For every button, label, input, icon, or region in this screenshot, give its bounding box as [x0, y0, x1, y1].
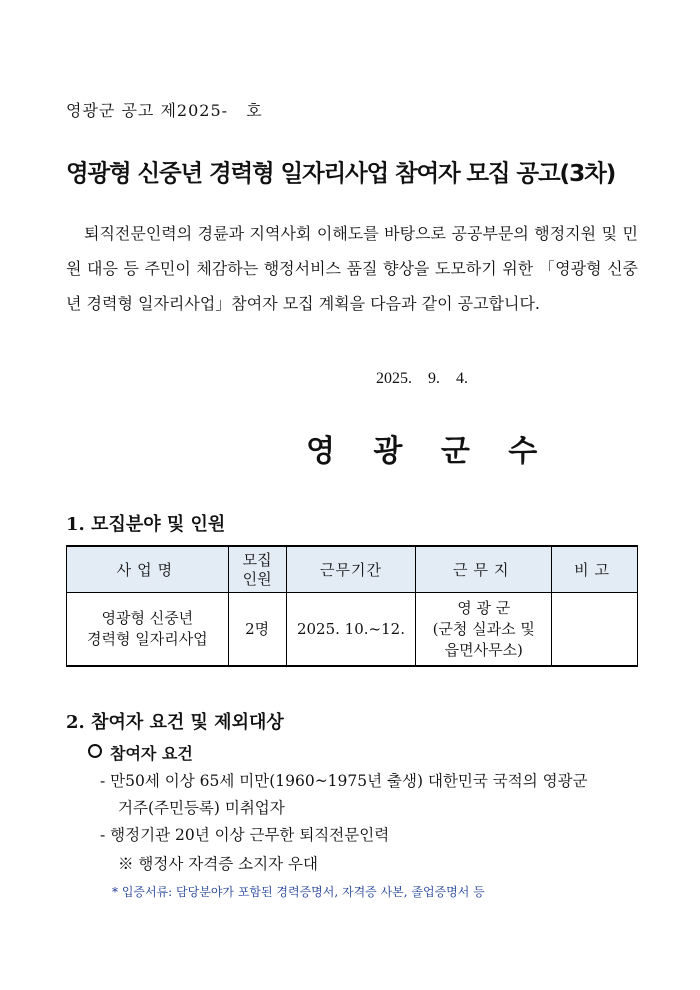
table-header-row [67, 546, 638, 593]
requirements-subheading [88, 741, 193, 764]
recruitment-table [66, 545, 638, 667]
section1-heading: 1. 모집분야 및 인원 [66, 514, 226, 535]
header-period: 근무기간 [286, 546, 416, 593]
circle-bullet-icon [88, 744, 102, 758]
evidence-documents-note: * 입증서류: 담당분야가 포함된 경력증명서, 자격증 사본, 졸업증명서 등 [112, 885, 485, 899]
cell-count: 2명 [228, 593, 286, 667]
table-row [67, 593, 638, 667]
intro-paragraph: 퇴직전문인력의 경륜과 지역사회 이해도를 바탕으로 공공부문의 행정지원 및 민원 대응 등 주민이 체감하는 행정서비스 품질 향상을 도모하기 위한 「영광형 신중년 경력형 일자리사업」참여자 모집 계획을 다음과 같이 공고합니다. [66, 224, 638, 313]
header-count-line2: 인원 [242, 569, 272, 588]
section2-heading: 2. 참여자 요건 및 제외대상 [66, 712, 284, 733]
cell-project-line2: 경력형 일자리사업 [86, 630, 208, 648]
preference-note: ※ 행정사 자격증 소지자 우대 [118, 855, 318, 873]
cell-project-line1: 영광형 신중년 [101, 609, 194, 627]
cell-location-line1: 영 광 군 [457, 598, 511, 617]
requirements-subheading-text: 참여자 요건 [110, 744, 193, 763]
requirement-age-residence-cont: 거주(주민등록) 미취업자 [118, 799, 285, 817]
announcement-date: 2025. 9. 4. [376, 370, 468, 387]
cell-location-line3: 읍면사무소) [444, 640, 523, 659]
header-count-line1: 모집 [242, 550, 272, 569]
header-remarks: 비고 [552, 546, 638, 593]
requirement-age-residence: - 만50세 이상 65세 미만(1960~1975년 출생) 대한민국 국적의 영광군 [100, 772, 588, 790]
cell-period: 2025. 10.~12. [286, 593, 416, 667]
notice-number: 영광군 공고 제2025- 호 [66, 101, 263, 120]
cell-location-line2: (군청 실과소 및 [432, 619, 535, 638]
header-count [228, 546, 286, 593]
header-project: 사업명 [67, 546, 229, 593]
requirement-career: - 행정기관 20년 이상 근무한 퇴직전문인력 [100, 826, 390, 844]
header-location: 근무지 [416, 546, 552, 593]
document-title: 영광형 신중년 경력형 일자리사업 참여자 모집 공고(3차) [66, 159, 616, 187]
cell-remarks [552, 593, 638, 667]
cell-location [416, 593, 552, 667]
cell-project [67, 593, 229, 667]
issuer-name: 영 광 군 수 [306, 434, 552, 469]
